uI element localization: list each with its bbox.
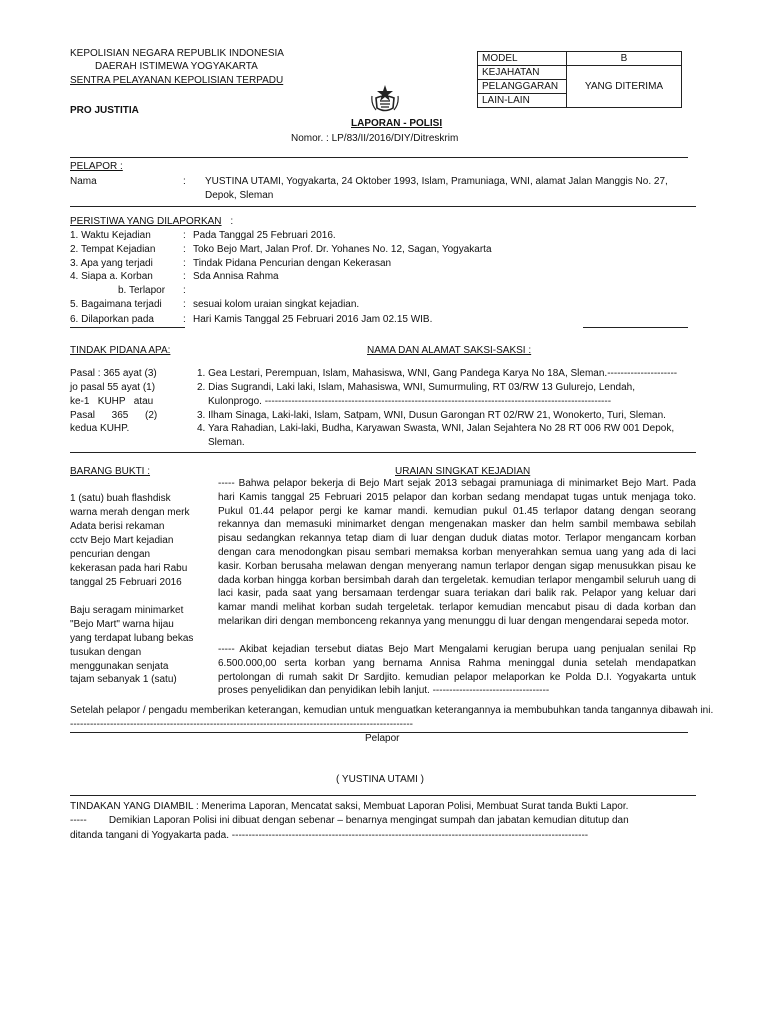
item-value: Sda Annisa Rahma [193,271,279,282]
item-value: sesuai kolom uraian singkat kejadian. [193,299,360,310]
evidence-line: tusukan dengan [70,647,142,658]
item-label: 1. Waktu Kejadian [70,230,151,241]
saksi-line: 1. Gea Lestari, Perempuan, Islam, Mahasiswa, WNI, Gang Pandega Karya No 18A, Sleman.--------------------- [197,368,678,379]
nama-value-line1: YUSTINA UTAMI, Yogyakarta, 24 Oktober 1993, Islam, Pramuniaga, WNI, alamat Jalan Manggis No. 27, [205,176,668,187]
saksi-heading: NAMA DAN ALAMAT SAKSI-SAKSI : [367,345,532,356]
item-label: 3. Apa yang terjadi [70,258,153,269]
item-label: 4. Siapa a. Korban [70,271,153,282]
item-value: Hari Kamis Tanggal 25 Februari 2016 Jam 02.15 WIB. [193,314,433,325]
evidence-line: kekerasan pada hari Rabu [70,563,188,574]
closing-statement: Setelah pelapor / pengadu memberikan keterangan, kemudian untuk menguatkan keterangannya ia membubuhkan tanda tangannya dibawah ini. ------------------------------------------------------------------------------------------------------- [70,705,714,730]
divider [70,327,185,328]
divider [70,452,696,453]
item-label: 2. Tempat Kejadian [70,244,156,255]
pasal-line: jo pasal 55 ayat (1) [70,382,156,393]
nama-label: Nama [70,176,97,187]
report-number: Nomor. : LP/83/II/2016/DIY/Ditreskrim [291,133,459,144]
item-colon: : [183,299,186,310]
evidence-line: 1 (satu) buah flashdisk [70,493,171,504]
row-pelanggaran: PELANGGARAN [478,80,567,94]
item-label: 6. Dilaporkan pada [70,314,154,325]
pelapor-heading: PELAPOR : [70,161,123,172]
evidence-line: menggunakan senjata [70,661,169,672]
uraian-paragraph-1: ----- Bahwa pelapor bekerja di Bejo Mart sejak 2013 sebagai pramuniaga di minimarket Bejo Mart. Pada hari Kamis tanggal 25 Februari 2015 pelapor dan korban sedang mendapat tugas untuk menjaga toko. Pukul 01.44 pelapor pergi ke kamar mandi. kemudian pukul 01.45 terlapor datang dengan seorang rekannya dan memasuki minimarket dengan mengenakan masker dan helm sambil membawa sebilah pisau sedangkan rekannya tetap diam di luar dengan duduk diatas motor. Terlapor mengancam korban dengan cara menodongkan pisau sembari memaksa korban menyerahkan semua uang yang ada di laci kasir. Korban berusaha melawan dengan menyerang namun terlapor dengan sigap menusukkan pisau ke dada korban hingga korban bersimbah darah dan tergeletak. kemudian terlapor mengambil seluruh uang di laci kasir, pada saat yang bersamaan terdengar suara teriakan dari balik rak. Pelapor yang keluar dari kamar mandi melihat korban sudah tergeletak. terlapor kemudian mencabut pisau di dada korban dan melarikan diri dengan membonceng rekannya yang menunggu di luar dengan mengendarai sepeda motor. [218,478,696,627]
row-kejahatan: KEJAHATAN [478,66,567,80]
item-value: Tindak Pidana Pencurian dengan Kekerasan [193,258,392,269]
org-region: DAERAH ISTIMEWA YOGYAKARTA [95,61,258,72]
pelapor-label: Pelapor [365,733,400,744]
peristiwa-heading-row [70,215,233,228]
barang-bukti-heading: BARANG BUKTI : [70,466,151,477]
nama-colon: : [183,176,186,187]
evidence-line: pencurian dengan [70,549,151,560]
saksi-line: 4. Yara Rahadian, Laki-laki, Budha, Karyawan Swasta, WNI, Jalan Sejahtera No 28 RT 006 RW 001 Depok, [197,423,675,434]
item-colon: : [183,244,186,255]
divider [70,795,696,796]
item-colon: : [183,230,186,241]
item-colon: : [183,314,186,325]
model-value: B [567,52,682,66]
evidence-line: tanggal 25 Februari 2016 [70,577,182,588]
item-value: Toko Bejo Mart, Jalan Prof. Dr. Yohanes No. 12, Sagan, Yogyakarta [193,244,492,255]
pasal-line: kedua KUHP. [70,423,130,434]
evidence-line: Adata berisi rekaman [70,521,165,532]
tindakan-text: TINDAKAN YANG DIAMBIL : Menerima Laporan, Mencatat saksi, Membuat Laporan Polisi, Membuat Surat tanda Bukti Lapor. [70,801,629,812]
pasal-line: Pasal 365 (2) [70,410,158,421]
divider [70,206,696,207]
saksi-line: Sleman. [208,437,245,448]
item-colon: : [183,271,186,282]
item-label: 5. Bagaimana terjadi [70,299,162,310]
row-lain-lain: LAIN-LAIN [478,94,567,108]
model-table [477,51,682,108]
tindak-pidana-heading: TINDAK PIDANA APA: [70,345,171,356]
saksi-line: Kulonprogo. -------------------------------------------------------------------------------------------------------- [208,396,612,407]
peristiwa-heading: PERISTIWA YANG DILAPORKAN [70,216,222,227]
pasal-line: ke-1 KUHP atau [70,396,154,407]
saksi-line: 3. Ilham Sinaga, Laki-laki, Islam, Satpam, WNI, Dusun Garongan RT 02/RW 21, Wonokerto, Turi, Sleman. [197,410,666,421]
demikian-line-2: ditanda tangani di Yogyakarta pada. ----------------------------------------------------------------------------------------------------------- [70,830,589,841]
nama-value-line2: Depok, Sleman [205,190,274,201]
evidence-line: Baju seragam minimarket [70,605,184,616]
evidence-line: tajam sebanyak 1 (satu) [70,674,177,685]
police-emblem-icon [370,84,400,114]
evidence-line: yang terdapat lubang bekas [70,633,194,644]
evidence-line: warna merah dengan merk [70,507,190,518]
pasal-line: Pasal : 365 ayat (3) [70,368,157,379]
item-colon: : [183,258,186,269]
item-label: b. Terlapor [118,285,166,296]
saksi-line: 2. Dias Sugrandi, Laki laki, Islam, Mahasiswa, WNI, Sumurmuling, RT 03/RW 13 Gulurejo, Lendah, [197,382,635,393]
divider [583,327,688,328]
page-title: LAPORAN - POLISI [351,118,443,129]
evidence-line: cctv Bejo Mart kejadian [70,535,174,546]
uraian-paragraph-2: ----- Akibat kejadian tersebut diatas Bejo Mart Mengalami kerugian berupa uang penjualan senilai Rp 6.500.000,00 serta korban yang bernama Annisa Rahma meninggal dunia setelah mendapatkan pertolongan di rumah sakit Dr Sardjito. kemudian pelapor melaporkan ke Polda D.I. Yogyakarta untuk proses penyelidikan dan penyidikan lebih lanjut. ----------------------------------- [218,644,696,697]
signer-name: ( YUSTINA UTAMI ) [336,774,424,785]
item-value: Pada Tanggal 25 Februari 2016. [193,230,336,241]
evidence-line: "Bejo Mart" warna hijau [70,619,174,630]
item-colon: : [183,285,186,296]
demikian-line-1: ----- Demikian Laporan Polisi ini dibuat dengan sebenar – benarnya mengingat sumpah dan jabatan kemudian ditutup dan [70,815,629,826]
org-name: KEPOLISIAN NEGARA REPUBLIK INDONESIA [70,48,284,59]
divider [70,157,688,158]
peristiwa-colon: : [230,216,234,227]
status-received: YANG DITERIMA [567,66,682,108]
pro-justitia: PRO JUSTITIA [70,105,139,116]
model-label: MODEL [478,52,567,66]
uraian-heading: URAIAN SINGKAT KEJADIAN [395,466,531,477]
org-unit: SENTRA PELAYANAN KEPOLISIAN TERPADU [70,75,284,86]
